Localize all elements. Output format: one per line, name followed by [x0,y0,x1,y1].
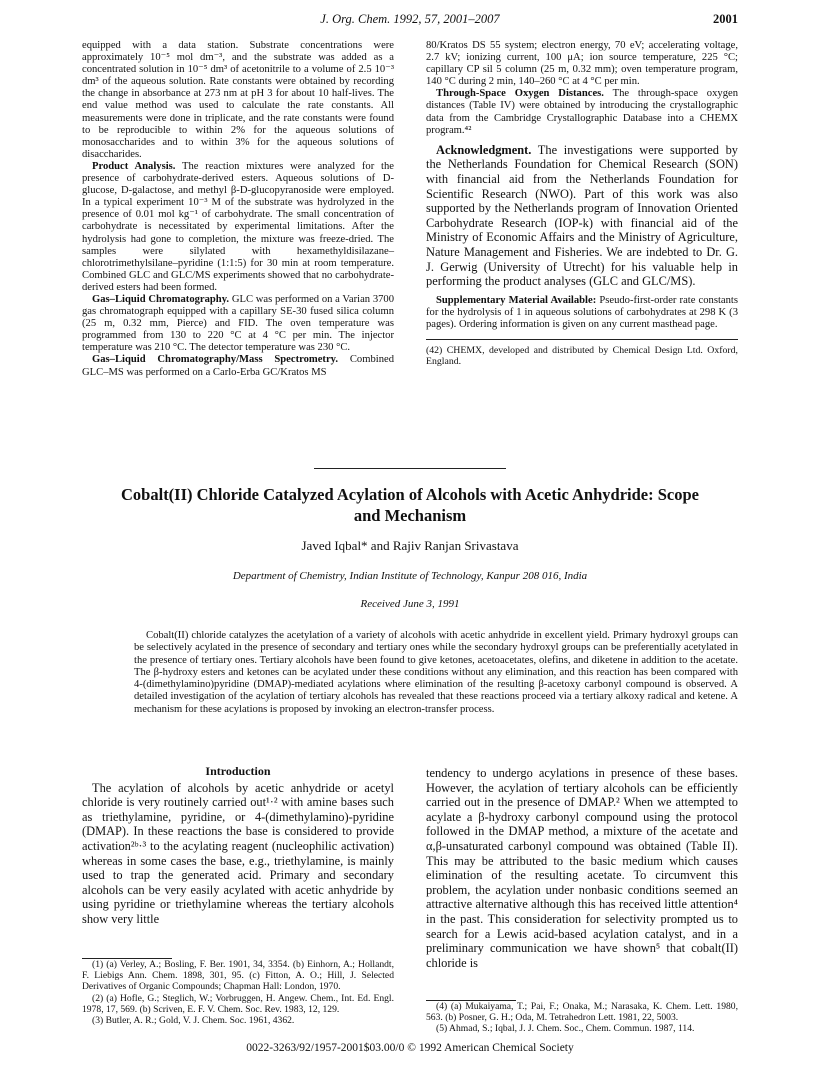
page-number: 2001 [713,12,738,26]
paragraph-text: Pseudo-first-order rate constants for the hydrolysis of 1 in aqueous solutions of carbohydrates at 298 K (3 pages). Ordering information is given on any current masthead page. [426,294,738,330]
section-heading: Through-Space Oxygen Distances. [436,88,604,100]
right-column-top [426,40,738,368]
paragraph [82,161,394,294]
footnote: (3) Butler, A. R.; Gold, V. J. Chem. Soc. 1961, 4362. [92,1015,295,1027]
journal-citation: J. Org. Chem. 1992, 57, 2001–2007 [320,12,500,26]
paragraph [426,88,738,136]
footnote: (5) Ahmad, S.; Iqbal, J. J. Chem. Soc., Chem. Commun. 1987, 114. [436,1023,695,1035]
paragraph: equipped with a data station. Substrate concentrations were approximately 10⁻⁵ mol dm⁻³, and the substrate was added as a concentrated solution in 10⁻⁵ dm³ of acetonitrile to a volume of 2.5 10⁻³ dm³ of the aqueous solution. Rate constants were obtained by recording the change in absorbance at 273 nm at pH 3 for about 10 half-lives. The end value method was used to calculate the rate constants. All measurements were done in triplicate, and the rate constants were found to be reproducible to within 2% for the aqueous solutions of monosaccharides and to within 3% for the aqueous solutions of disaccharides. [82,40,394,160]
footnote: (42) CHEMX, developed and distributed by Chemical Design Ltd. Oxford, England. [426,344,738,368]
article-affiliation: Department of Chemistry, Indian Institute of Technology, Kanpur 208 016, India [232,570,588,582]
article-separator [314,468,506,469]
page-footer: 0022-3263/92/1957-2001$03.00/0 © 1992 American Chemical Society [246,1042,574,1054]
footnote: (1) (a) Verley, A.; Bosling, F. Ber. 1901, 34, 3354. (b) Einhorn, A.; Hollandt, F. Liebigs Ann. Chem. 1898, 301, 95. (c) Fitton, A. O.; Hill, J. Selected Derivatives of Organic Compounds; Chapman Hall: London, 1970. [82,959,394,993]
left-column-top [82,40,394,379]
paragraph [82,354,394,378]
intro-left-column [82,764,394,927]
section-heading: Acknowledgment. [436,142,532,157]
left-footnotes [82,958,394,1026]
paragraph-text: The reaction mixtures were analyzed for the presence of carbohydrate-derived esters. Aqueous solutions of D-glucose, D-galactose, and methyl β-D-glucopyranoside were employed. In a typical experiment 10⁻³ M of the substrate was hydrolyzed in the presence of 0.01 mol kg⁻¹ of carbohydrate. The small concentration of carbohydrate is necessitated by experimental limitations. After the hydrolysis had gone to completion, the mixture was freeze-dried. The samples were silylated with hexamethyldisilazane–chlorotrimethylsilane–pyridine (1:1:5) for 30 min at room temperature. Combined GLC and GLC/MS experiments showed that no carbohydrate-derived esters had been formed. [82,160,394,293]
section-heading: Gas–Liquid Chromatography/Mass Spectrometry. [92,354,339,366]
paragraph-text: Combined GLC–MS was performed on a Carlo-Erba GC/Kratos MS [82,354,394,378]
paragraph: tendency to undergo acylations in presence of these bases. However, the acylation of tertiary alcohols can be efficiently carried out in the presence of DMAP.² When we attempted to acylate a β-hydroxy carbonyl compound using the protocol followed in the DMAP method, a mixture of the acetate and α,β-unsaturated carbonyl compound was obtained (Table II). This may be attributed to the basic medium which causes elimination of the resulting acetate. To circumvent this problem, the acylation under nonbasic conditions seemed an attractive alternative although this has received little attention⁴ in the past. This consideration for selectivity prompted us to search for a Lewis acid-based acylation catalyst, and in a preliminary communication we have shown⁵ that cobalt(II) chloride is [426,766,738,970]
supplementary-material [426,295,738,331]
article-authors: Javed Iqbal* and Rajiv Ranjan Srivastava [301,538,519,553]
received-date: Received June 3, 1991 [360,598,460,610]
intro-right-column [426,766,738,970]
article-title: Cobalt(II) Chloride Catalyzed Acylation of Alcohols with Acetic Anhydride: Scope and Mechanism [121,485,699,525]
abstract: Cobalt(II) chloride catalyzes the acetylation of a variety of alcohols with acetic anhydride in excellent yield. Primary hydroxyl groups can be selectively acylated in the presence of secondary and tertiary ones while the secondary hydroxyl groups can be preferentially acetylated in the presence of tertiary ones. Tertiary alcohols have been found to give ketones, acetoacetates, olefins, and diketene in addition to the acetate. The β-hydroxy esters and ketones can be acylated under these conditions without any elimination, and this reaction has been compared with 4-(dimethylamino)pyridine (DMAP)-mediated acylations where elimination of the resulting β-acetoxy carbonyl compound is observed. A detailed investigation of the acylation of tertiary alcohols has revealed that these reactions proceed via a tertiary alkoxy radical and ketene. A mechanism for these acylations is proposed by invoking an electron-transfer process. [134,630,738,715]
section-heading: Gas–Liquid Chromatography. [92,293,230,305]
section-heading: Introduction [205,764,271,778]
section-heading: Product Analysis. [92,160,176,172]
page-header [82,12,738,32]
section-heading: Supplementary Material Available: [436,294,597,306]
paragraph: The acylation of alcohols by acetic anhydride or acetyl chloride is very routinely carried out¹·² with amine bases such as triethylamine, pyridine, or 4-(dimethylamino)-pyridine (DMAP). In these reactions the base is considered to provide activation²ᵇ·³ to the acylating reagent (nucleophilic activation) whereas in some cases the base, e.g., triethylamine, is mainly used to trap the generated acid. Primary and secondary alcohols can be very easily acylated with acetic anhydride by using pyridine or triethylamine whereas the tertiary alcohols show very little [82,780,394,926]
acknowledgment [426,143,738,289]
paragraph: 80/Kratos DS 55 system; electron energy, 70 eV; accelerating voltage, 2.7 kV; ionizing current, 100 μA; ion source temperature, 225 °C; capillary CP sil 5 column (25 m, 0.32 mm); oven temperature program, 140 °C during 2 min, 140–260 °C at 4 °C per min. [426,40,738,88]
paragraph-text: The through-space oxygen distances (Table IV) were obtained by introducing the crystallographic data from the Cambridge Crystallographic Database into a CHEMX program.⁴² [426,88,738,136]
paragraph-text: The investigations were supported by the Netherlands Foundation for Chemical Research (SON) with financial aid from the Netherlands Foundation for Scientific Research (NWO). Part of this work was also supported by the Netherlands program of Innovation Oriented Carbohydrate Research (IOP-k) with financial aid of the Ministry of Economic Affairs and the Ministry of Agriculture, Nature Management and Fisheries. We are indebted to Dr. G. J. Gerwig (University of Utrecht) for his valuable help in performing the product analyses (GLC and GLC/MS). [426,142,738,289]
footnote: (4) (a) Mukaiyama, T.; Pai, F.; Onaka, M.; Narasaka, K. Chem. Lett. 1980, 563. (b) Posner, G. H.; Oda, M. Tetrahedron Lett. 1981, 22, 5003. [426,1001,738,1024]
paragraph [82,294,394,354]
right-footnotes [426,1000,738,1035]
paragraph-text: GLC was performed on a Varian 3700 gas chromatograph equipped with a capillary SE-30 fused silica column (25 m, 0.32 mm, Pierce) and FID. The oven temperature was programmed from 130 to 220 °C at 4 °C per min. The injector temperature was 210 °C. The detector temperature was 230 °C. [82,293,395,354]
footnote: (2) (a) Hofle, G.; Steglich, W.; Vorbruggen, H. Angew. Chem., Int. Ed. Engl. 1978, 17, 569. (b) Scriven, E. F. V. Chem. Soc. Rev. 1983, 12, 129. [82,992,394,1015]
